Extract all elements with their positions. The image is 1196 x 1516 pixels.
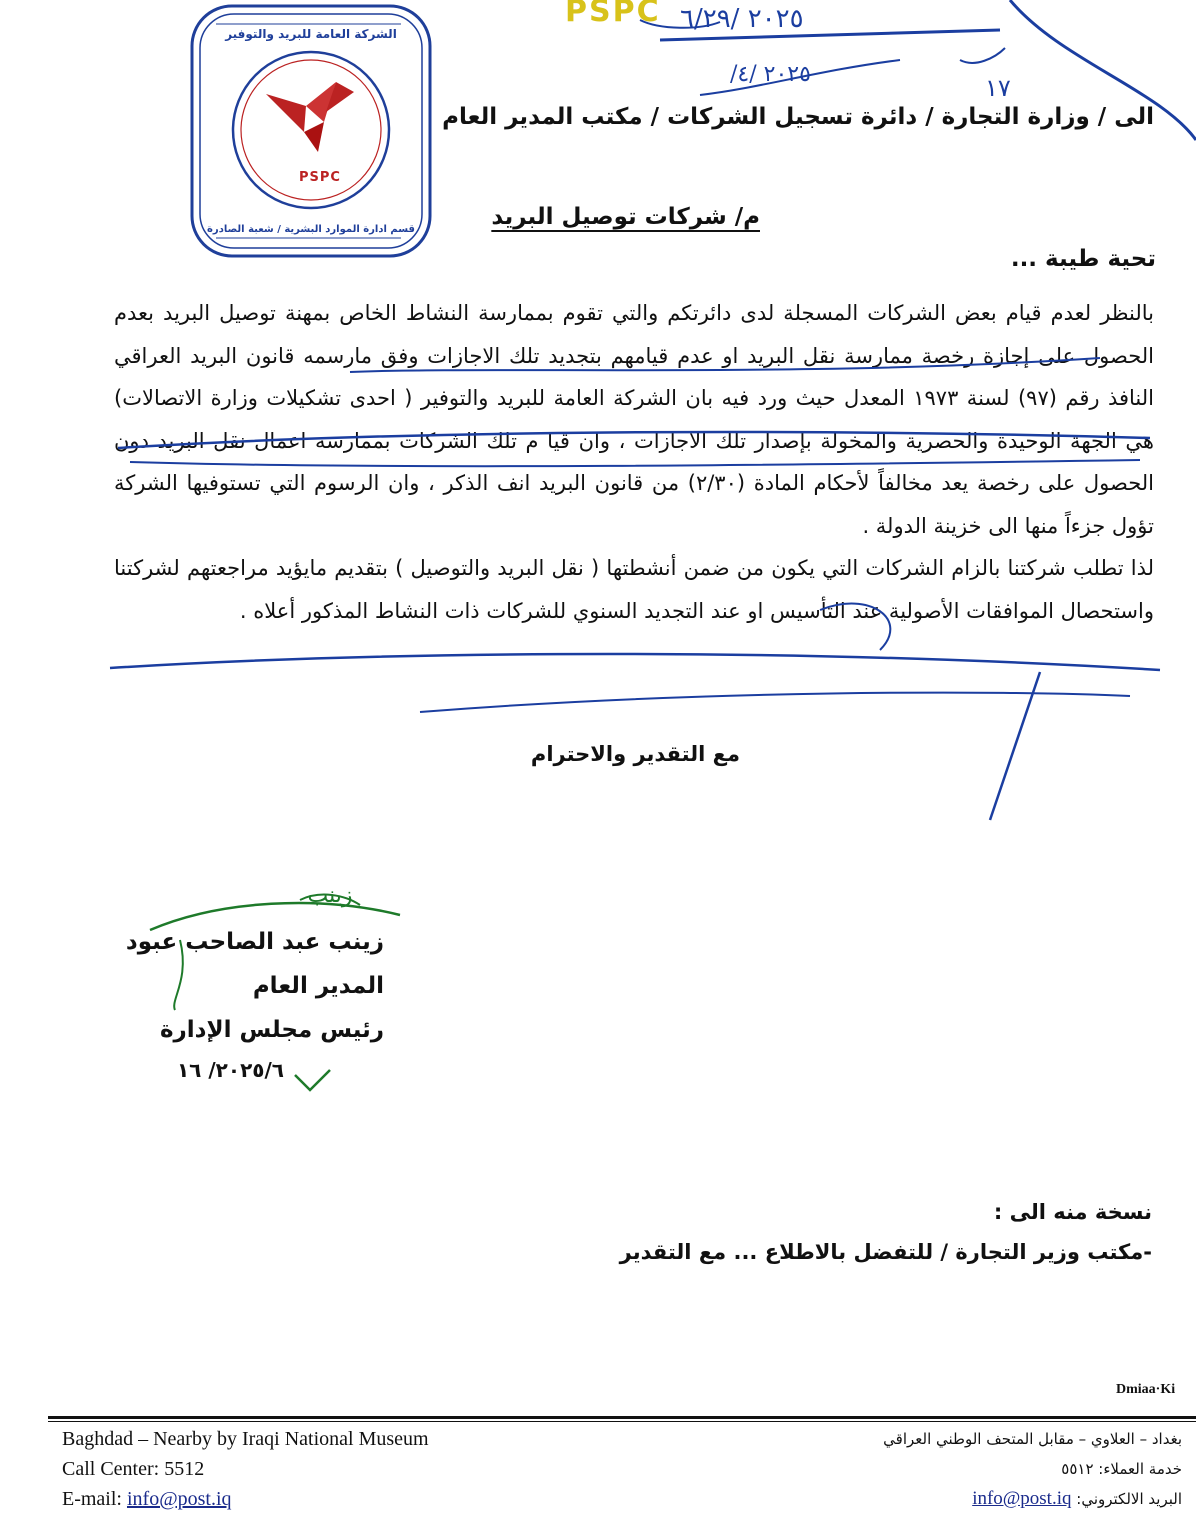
footer-address-ar: بغداد – العلاوي – مقابل المتحف الوطني العراقي [883,1430,1182,1448]
footer-divider-thin [48,1421,1196,1422]
stamp-ring-bottom: قسم ادارة الموارد البشرية / شعبة الصادرة [207,224,415,235]
copy-to-item: -مكتب وزير التجارة / للتفضل بالاطلاع ... مع التقدير [619,1240,1152,1264]
signature-block [84,920,384,1052]
footer-email-link-en[interactable]: info@post.iq [126,1488,232,1510]
footer-divider [48,1416,1196,1419]
footer-call-center-en: Call Center: 5512 [62,1458,205,1480]
copy-to-heading: نسخة منه الى : [993,1200,1152,1224]
footer-contact-ar [782,1424,1182,1514]
footer-call-center-ar: خدمة العملاء: ٥٥١٢ [1061,1460,1182,1478]
reference-code: Dmiaa·Ki [1116,1382,1176,1397]
footer-contact-en [62,1424,429,1514]
footer-email-label-en: E-mail: [62,1488,122,1510]
footer-email-row-en [62,1484,429,1514]
paragraph-2: لذا تطلب شركتنا بالزام الشركات التي يكون من ضمن أنشطتها ( نقل البريد والتوصيل ) بتقديم مايؤيد مراجعتهم لشركتنا واستحصال الموافقات الأصولية عند التأسيس او عند التجديد السنوي للشركات ذات النشاط المذكور أعلاه . [114,556,1154,623]
footer-address-en: Baghdad – Nearby by Iraqi National Museum [62,1428,429,1450]
logo-text: PSPC [299,170,341,185]
company-stamp [186,2,436,260]
handwritten-number: ١٧ [985,74,1011,102]
footer-email-row-ar [782,1484,1182,1514]
footer-email-label-ar: البريد الالكتروني: [1076,1490,1182,1508]
signature-date: ٢٠٢٥/٦/ ١٦ [176,1058,284,1082]
signatory-title: المدير العام [252,973,384,999]
subject-line: م/ شركات توصيل البريد [491,204,760,230]
closing-line: مع التقدير والاحترام [530,742,740,766]
stamp-ring-top: الشركة العامة للبريد والتوفير [225,27,397,41]
addressee: الى / وزارة التجارة / دائرة تسجيل الشركات / مكتب المدير العام [442,104,1154,130]
handwritten-date-top: ٢٠٢٥ /٦/٢٩ [680,4,804,34]
signatory-role: رئيس مجلس الإدارة [159,1017,384,1043]
signatory-name: زينب عبد الصاحب عبود [125,929,384,955]
footer-email-link-ar[interactable]: info@post.iq [972,1488,1072,1509]
incoming-stamp-label: PSPC [565,0,661,29]
signature-initials: زينب [307,883,353,908]
greeting: تحية طيبة ... [1010,246,1156,272]
letter-body [114,292,1154,632]
handwritten-date-second: ٢٠٢٥ /٤/ [730,62,811,87]
paragraph-1: بالنظر لعدم قيام بعض الشركات المسجلة لدى دائرتكم والتي تقوم بممارسة النشاط الخاص بمهنة توصيل البريد بعدم الحصول على إجازة رخصة ممارسة نقل البريد او عدم قيامهم بتجديد تلك الاجازات وفق مارسمه قانون البريد العراقي النافذ رقم (٩٧) لسنة ١٩٧٣ المعدل حيث ورد فيه بان الشركة العامة للبريد والتوفير ( احدى تشكيلات وزارة الاتصالات) هي الجهة الوحيدة والحصرية والمخولة بإصدار تلك الاجازات ، وان قيا م تلك الشركات بممارسة اعمال نقل البريد دون الحصول على رخصة يعد مخالفاً لأحكام المادة (٢/٣٠) من قانون البريد انف الذكر ، وان الرسوم التي تستوفيها الشركة تؤول جزءاً منها الى خزينة الدولة . [114,301,1154,538]
